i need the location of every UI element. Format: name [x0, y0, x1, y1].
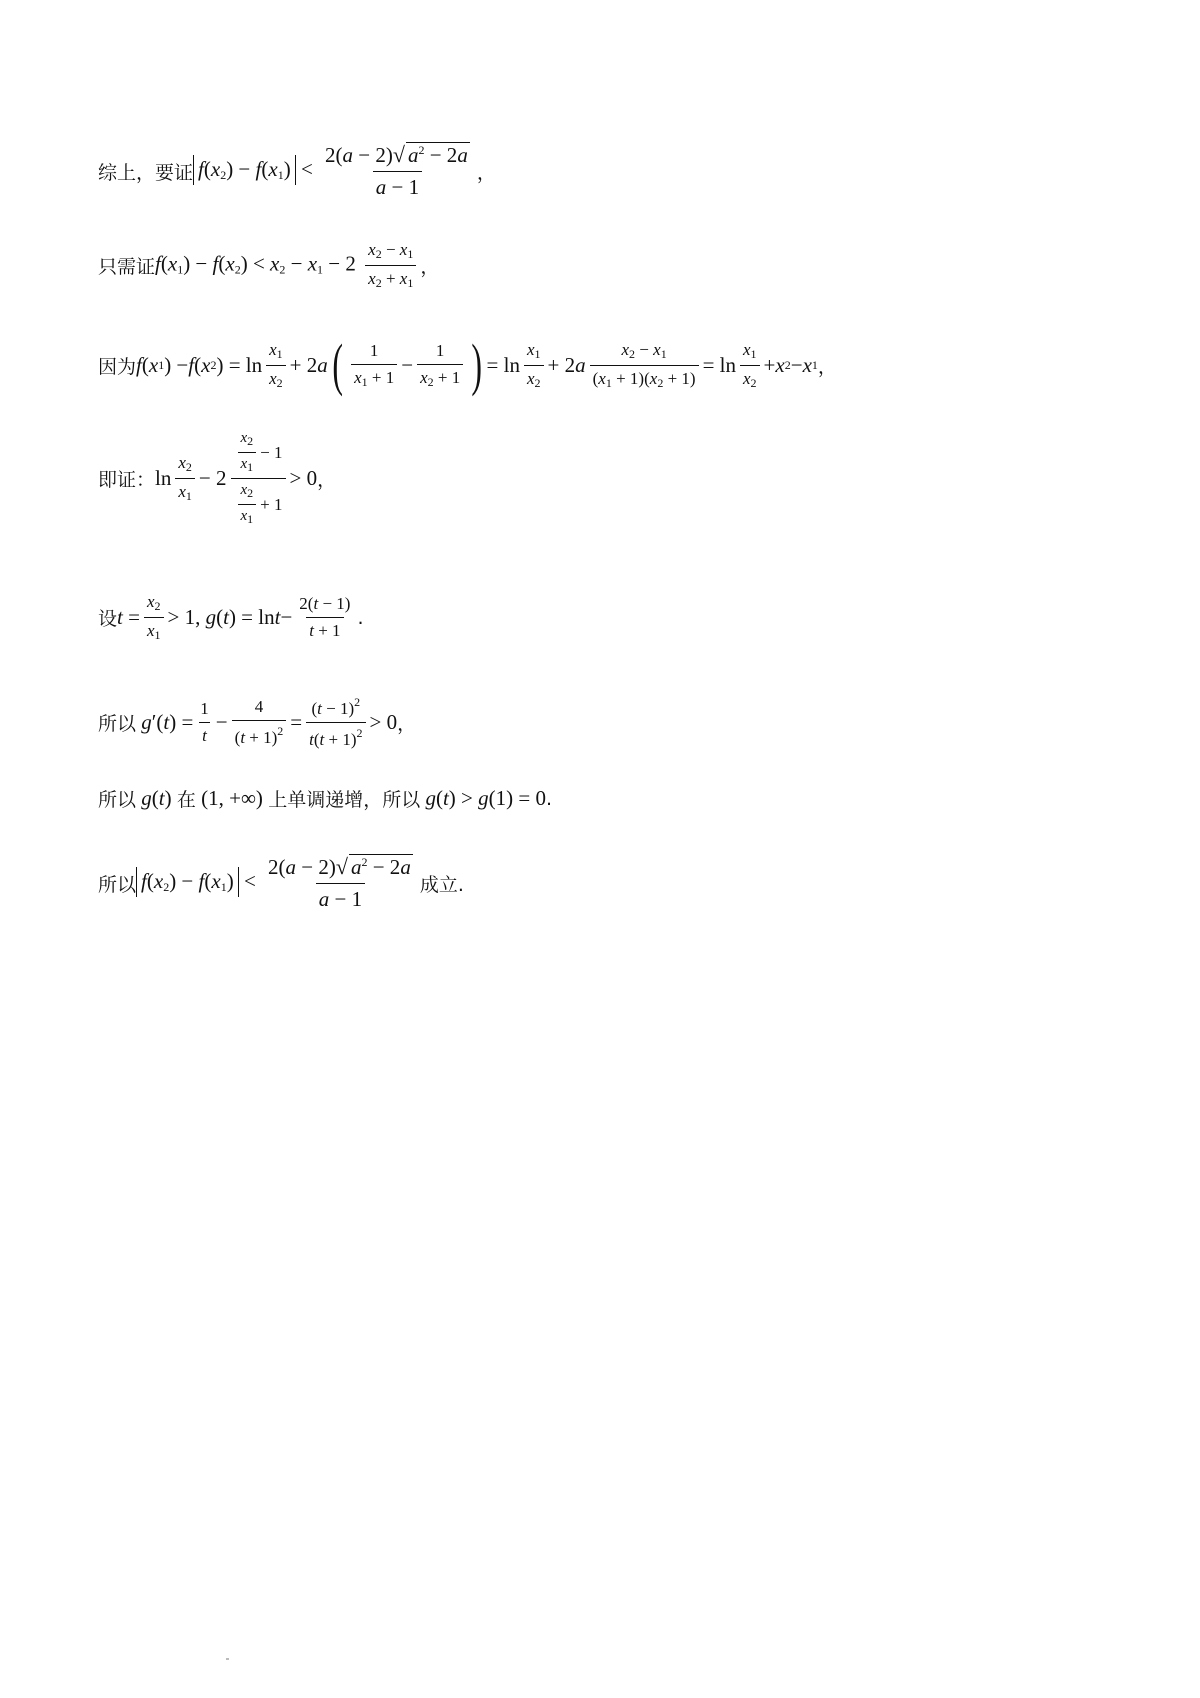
line-7-formula-a: g(t) — [141, 786, 177, 810]
line-7-prefix: 所以 — [98, 789, 137, 811]
line-4 — [98, 430, 336, 527]
line-7-suffix: . — [545, 787, 553, 810]
line-2-suffix: ， — [420, 256, 440, 278]
line-5-formula: t = $\frac{x_2}{x_1}$ > 1, g ( t ) = ln t − $\frac{2(t - 1)}{t + 1}$ — [117, 592, 351, 642]
line-7-mid2: 上单调递增，所以 — [268, 789, 421, 811]
line-2-formula: $f(x_1) - f(x_2) < x_2 - x_1 - 2$ $\frac{x_2 - x_1}{x_2 + x_1}$ — [155, 240, 420, 291]
line-3-formula: f ( x 1 ) − f ( x 2 ) = ln $\frac{x_1}{x_2}$ + 2 a ( $\frac{1}{x_1 + 1}$ − $\frac{1}{x_2 + 1}$ ) = ln $\frac{x_1}{x_2}$ + 2 a $\frac{x_2 - x_1}{(x_1 + 1)(x_2 + 1)}$ = ln $\frac{x_1}{x_2}$ + x 2 − x 1 — [136, 332, 818, 397]
line-7-formula-b: (1, +∞) — [195, 786, 269, 810]
line-5-suffix: . — [357, 606, 364, 629]
page-dot — [226, 1658, 229, 1660]
line-1-suffix: ， — [476, 161, 496, 184]
line-6-formula: g ′( t ) = $\frac{1}{t}$ − $\frac{4}{(t + 1)^2}$ = $\frac{(t - 1)^2}{t(t + 1)^2}$ > 0 — [141, 695, 398, 749]
line-8 — [98, 854, 464, 912]
line-4-suffix: ， — [317, 469, 337, 491]
line-3 — [98, 332, 837, 397]
line-4-prefix: 即证： — [98, 469, 156, 491]
line-8-formula: $f(x_2) - f(x_1)$ < $\frac{2(a - 2)√ a^2 - 2a}{a - 1}$ — [136, 854, 420, 912]
line-8-suffix: 成立. — [419, 873, 464, 896]
line-4-formula: ln $\frac{x_2}{x_1}$ − 2 $\frac{x_2}{x_1}$ − 1 $\frac{x_2}{x_1}$ + 1 > 0 — [155, 430, 318, 526]
line-5-prefix: 设 — [98, 608, 118, 630]
line-3-prefix: 因为 — [98, 355, 137, 378]
line-1-prefix: 综上，要证 — [98, 161, 194, 184]
line-2-prefix: 只需证 — [98, 256, 156, 278]
line-3-suffix: ， — [817, 355, 837, 378]
line-7-mid1: 在 — [176, 789, 196, 811]
line-7 — [98, 785, 552, 812]
line-6-suffix: ， — [397, 713, 417, 735]
line-6-prefix: 所以 — [98, 713, 137, 735]
line-1-formula: $f(x_2) - f(x_1)$ < $\frac{2(a - 2)√ a^2 - 2a}{a - 1}$ — [193, 142, 477, 200]
line-2 — [98, 240, 439, 291]
line-5 — [98, 592, 364, 643]
line-8-prefix: 所以 — [98, 873, 137, 896]
line-1 — [98, 142, 496, 200]
line-7-formula-c: g(t) > g(1) = 0 — [425, 786, 546, 810]
line-6 — [98, 695, 416, 750]
